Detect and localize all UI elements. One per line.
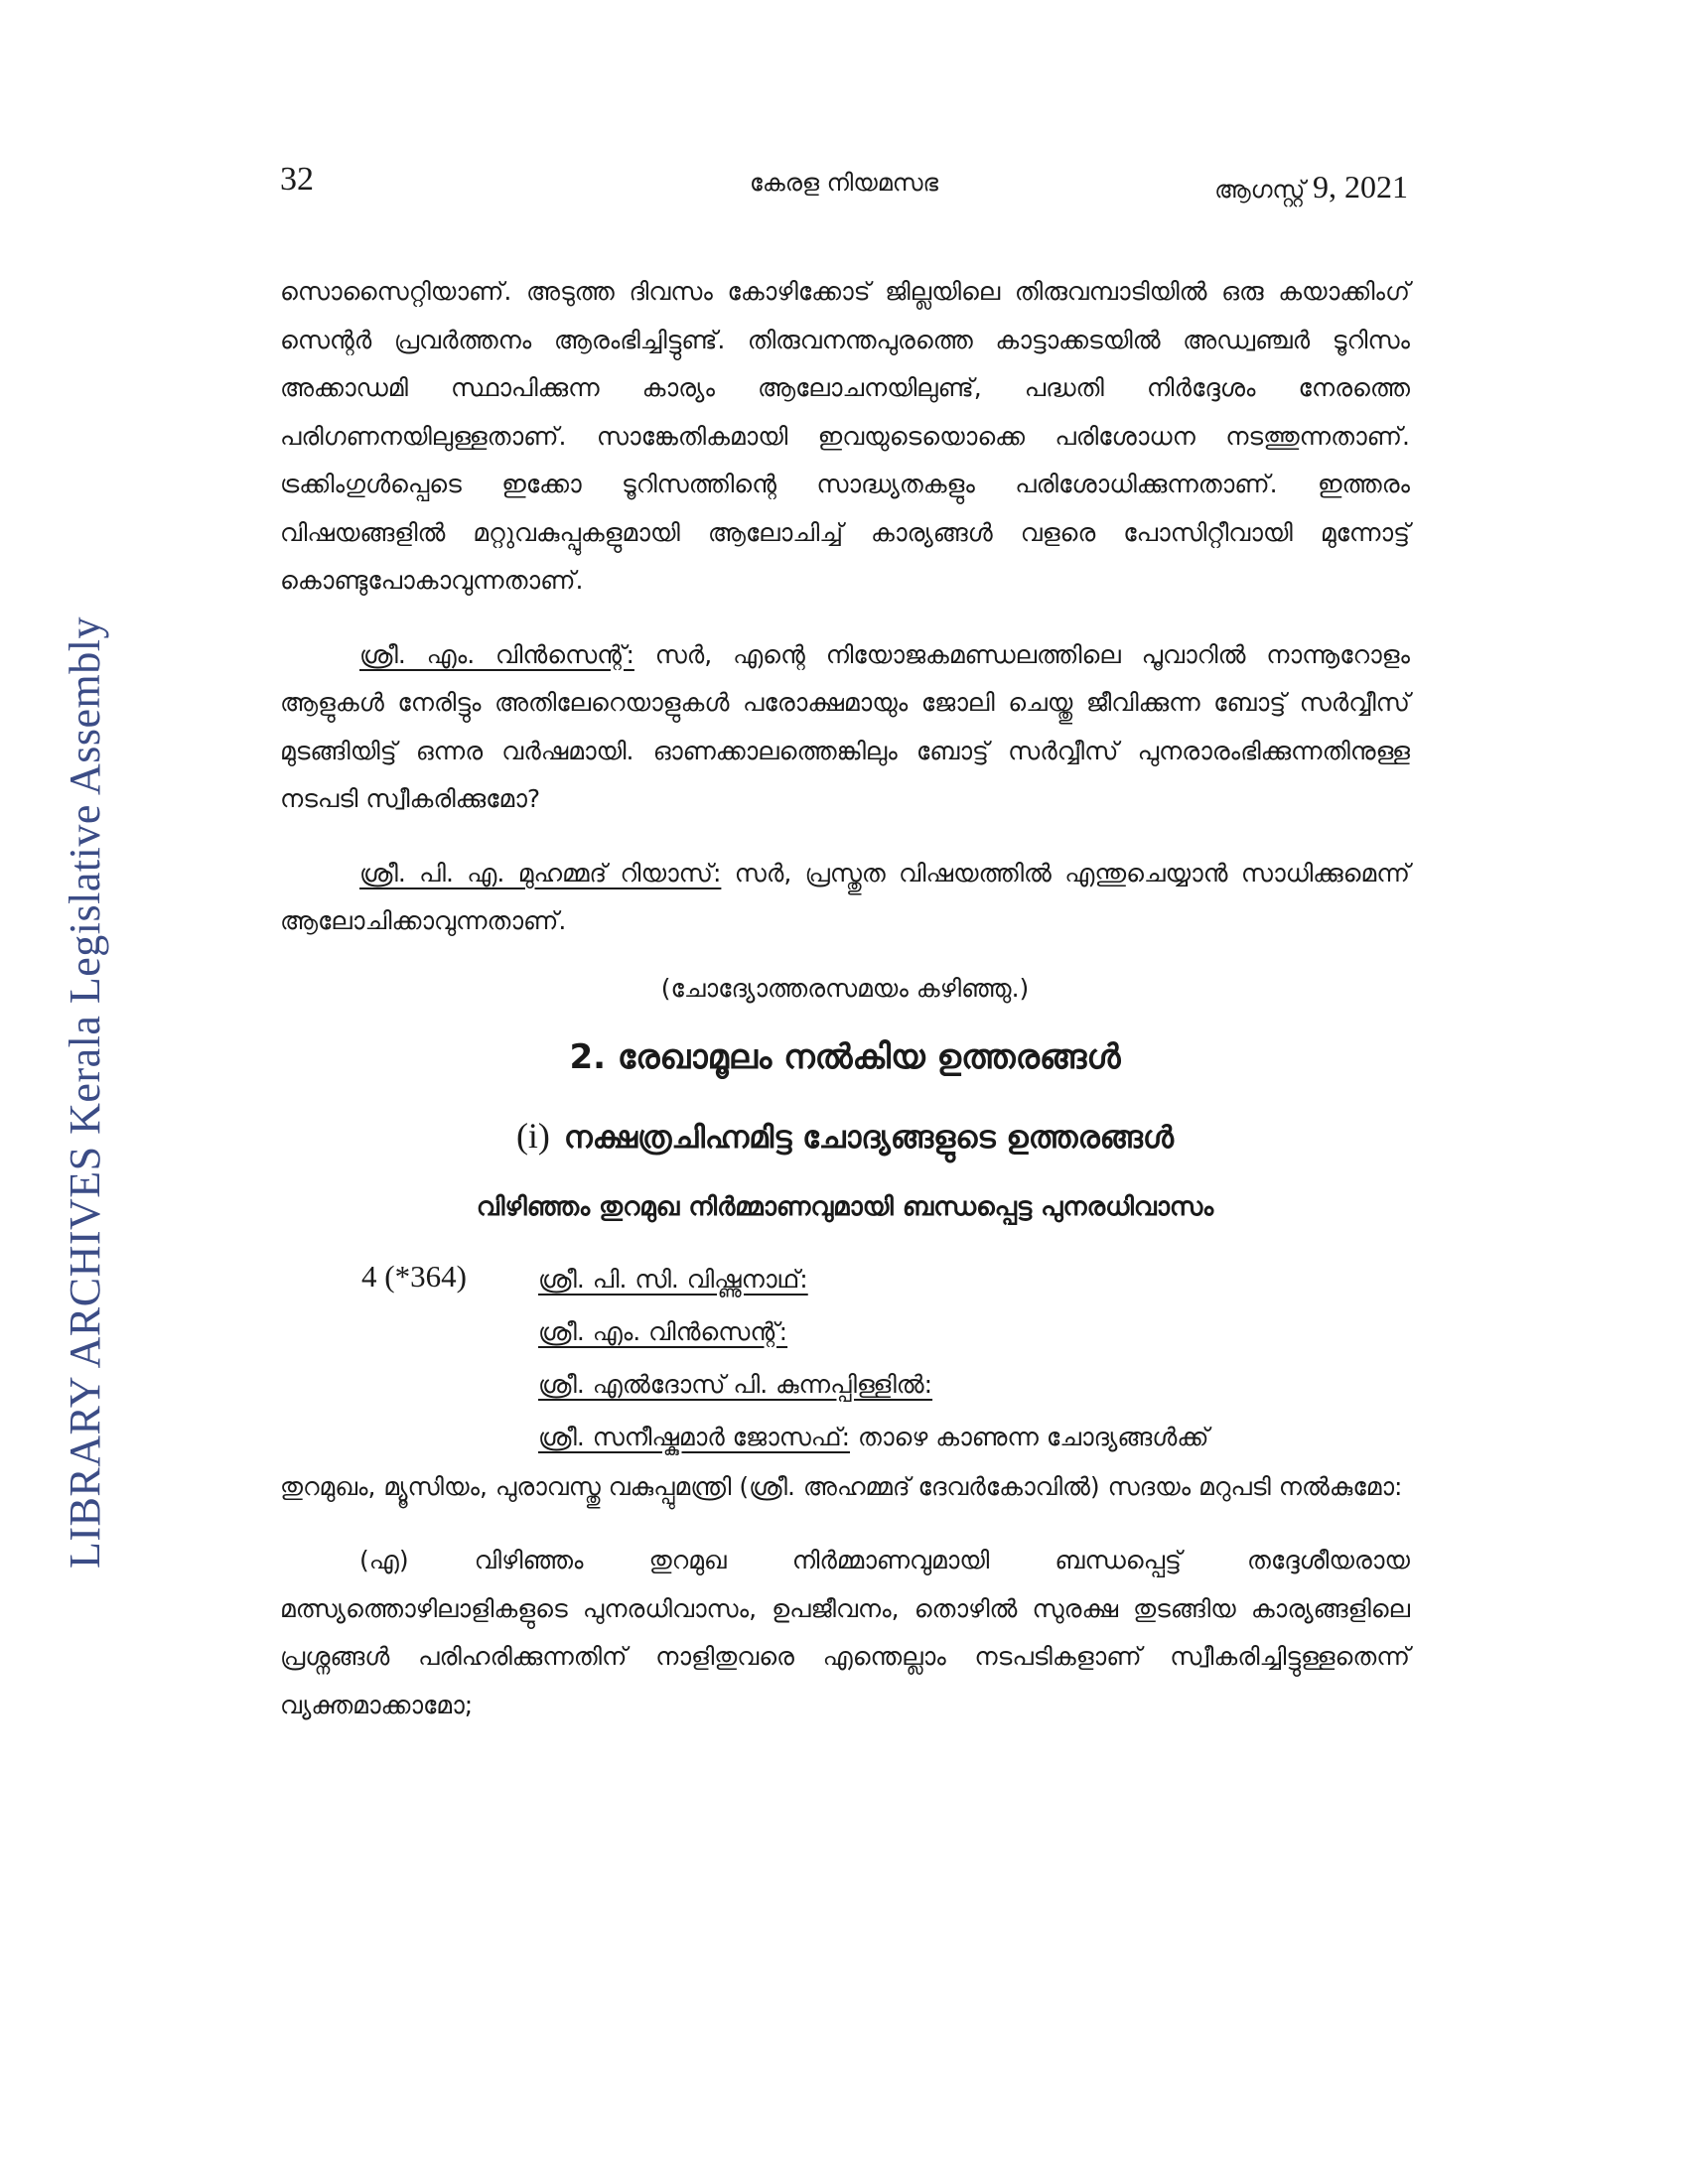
header-date	[1214, 169, 1408, 205]
subsection-number: (i)	[515, 1115, 550, 1156]
header-date-day-year: 9, 2021	[1313, 169, 1408, 205]
question-intro-tail: താഴെ കാണുന്ന ചോദ്യങ്ങൾക്ക്	[850, 1422, 1209, 1451]
running-title: കേരള നിയമസഭ	[749, 169, 939, 197]
session-note: (ചോദ്യോത്തരസമയം കഴിഞ്ഞു.)	[660, 973, 1030, 1003]
archive-watermark: LIBRARY ARCHIVES Kerala Legislative Assembly	[61, 616, 109, 1569]
subsection-heading	[280, 1115, 1410, 1157]
question-block	[280, 1253, 1410, 1512]
speech-text: സർ, പ്രസ്തുത വിഷയത്തിൽ എന്തുചെയ്യാൻ സാധിക്കുമെന്ന് ആലോചിക്കാവുന്നതാണ്.	[280, 858, 1410, 935]
page-header	[0, 161, 1688, 210]
question-intro: തുറമുഖം, മ്യൂസിയം, പുരാവസ്തു വകുപ്പുമന്ത്രി (ശ്രീ. അഹമ്മദ് ദേവർകോവിൽ) സദയം മറുപടി നൽകുമോ:	[280, 1471, 1403, 1501]
subsection-title: നക്ഷത്രചിഹ്നമിട്ട ചോദ്യങ്ങളുടെ ഉത്തരങ്ങൾ	[563, 1119, 1175, 1156]
page-content	[280, 268, 1410, 1729]
member-name: ശ്രീ. എം. വിൻസെന്റ്:	[538, 1316, 788, 1346]
speaker-name: ശ്രീ. പി. എ. മുഹമ്മദ് റിയാസ്:	[359, 858, 722, 887]
member-name: ശ്രീ. എൽദോസ് പി. കുന്നപ്പിള്ളിൽ:	[538, 1369, 933, 1399]
page-number: 32	[280, 161, 314, 198]
question-title: വിഴിഞ്ഞം തുറമുഖ നിർമ്മാണവുമായി ബന്ധപ്പെട്ട പുനരധിവാസം	[476, 1191, 1214, 1222]
speaker-name: ശ്രീ. എം. വിൻസെന്റ്:	[359, 639, 634, 669]
question-part-a: (എ) വിഴിഞ്ഞം തുറമുഖ നിർമ്മാണവുമായി ബന്ധപ്പെട്ട് തദ്ദേശീയരായ മത്സ്യത്തൊഴിലാളികളുടെ പുനരധിവാസം, ഉപജീവനം, തൊഴിൽ സുരക്ഷ തുടങ്ങിയ കാര്യങ്ങളിലെ പ്രശ്നങ്ങൾ പരിഹരിക്കുന്നതിന് നാളിതുവരെ എന്തെല്ലാം നടപടികളാണ് സ്വീകരിച്ചിട്ടുള്ളതെന്ന് വ്യക്തമാക്കാമോ;	[280, 1546, 1410, 1719]
paragraph-continuation: സൊസൈറ്റിയാണ്. അടുത്ത ദിവസം കോഴിക്കോട് ജില്ലയിലെ തിരുവമ്പാടിയിൽ ഒരു കയാക്കിംഗ് സെന്റർ പ്രവർത്തനം ആരംഭിച്ചിട്ടുണ്ട്. തിരുവനന്തപുരത്തെ കാട്ടാക്കടയിൽ അഡ്വഞ്ചർ ടൂറിസം അക്കാഡമി സ്ഥാപിക്കുന്ന കാര്യം ആലോചനയിലുണ്ട്, പദ്ധതി നിർദ്ദേശം നേരത്തെ പരിഗണനയിലുള്ളതാണ്. സാങ്കേതികമായി ഇവയുടെയൊക്കെ പരിശോധന നടത്തുന്നതാണ്. ട്രക്കിംഗുൾപ്പെടെ ഇക്കോ ടൂറിസത്തിന്റെ സാദ്ധ്യതകളും പരിശോധിക്കുന്നതാണ്. ഇത്തരം വിഷയങ്ങളിൽ മറ്റുവകുപ്പുകളുമായി ആലോചിച്ച് കാര്യങ്ങൾ വളരെ പോസിറ്റീവായി മുന്നോട്ട് കൊണ്ടുപോകാവുന്നതാണ്.	[280, 277, 1410, 595]
section-heading: 2. രേഖാമൂലം നൽകിയ ഉത്തരങ്ങൾ	[569, 1036, 1121, 1077]
member-name: ശ്രീ. പി. സി. വിഷ്ണുനാഥ്:	[538, 1264, 808, 1294]
speech-text: സർ, എന്റെ നിയോജകമണ്ഡലത്തിലെ പൂവാറിൽ നാന്നൂറോളം ആളുകൾ നേരിട്ടും അതിലേറെയാളുകൾ പരോക്ഷമായും ജോലി ചെയ്തു ജീവിക്കുന്ന ബോട്ട് സർവ്വീസ് മുടങ്ങിയിട്ട് ഒന്നര വർഷമായി. ഓണക്കാലത്തെങ്കിലും ബോട്ട് സർവ്വീസ് പുനരാരംഭിക്കുന്നതിനുള്ള നടപടി സ്വീകരിക്കുമോ?	[280, 639, 1410, 813]
paragraph-riyas	[280, 850, 1410, 946]
member-name: ശ്രീ. സനീഷ്കുമാർ ജോസഫ്: താഴെ കാണുന്ന ചോദ്യങ്ങൾക്ക്	[538, 1422, 1209, 1451]
paragraph-vincent	[280, 631, 1410, 824]
header-date-month: ആഗസ്റ്റ്	[1214, 176, 1306, 204]
question-number: 4 (*364)	[361, 1258, 467, 1294]
member-list	[538, 1253, 1410, 1463]
